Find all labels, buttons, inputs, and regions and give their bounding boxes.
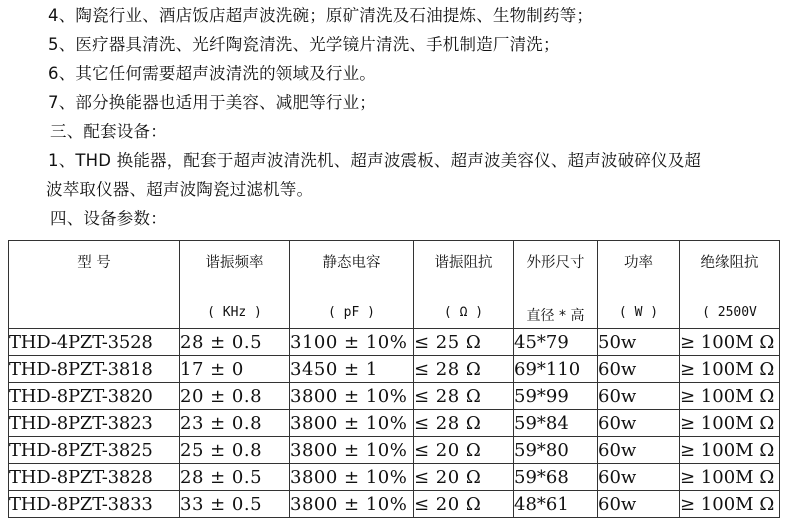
header-unit: ( Ω ): [443, 305, 484, 320]
table-row: [9, 437, 780, 464]
cell-impedance: ≤ 20 Ω: [414, 464, 514, 491]
cell-impedance: ≤ 28 Ω: [414, 356, 514, 383]
table-row: [9, 383, 780, 410]
cell-frequency: 33 ± 0.5: [180, 491, 290, 518]
cell-power: 60w: [598, 437, 680, 464]
cell-insulation: ≥ 100M Ω: [680, 356, 780, 383]
cell-impedance: ≤ 20 Ω: [414, 437, 514, 464]
header-dimensions: [514, 241, 598, 329]
cell-insulation: ≥ 100M Ω: [680, 464, 780, 491]
cell-model: THD-8PZT-3828: [9, 464, 180, 491]
header-unit: ( pF ): [328, 305, 375, 320]
section-heading-parameters: 四、设备参数：: [50, 209, 167, 228]
cell-frequency: 23 ± 0.8: [180, 410, 290, 437]
header-label: 型 号: [77, 255, 111, 271]
header-power: [598, 241, 680, 329]
table-body: [9, 329, 780, 518]
header-unit: ( 2500V: [702, 305, 757, 320]
cell-frequency: 28 ± 0.5: [180, 329, 290, 356]
header-label: 谐振阻抗: [434, 255, 493, 271]
cell-power: 60w: [598, 464, 680, 491]
header-unit: ( W ): [618, 305, 659, 320]
cell-dimensions: 45*79: [514, 329, 598, 356]
cell-capacitance: 3100 ± 10%: [290, 329, 414, 356]
paragraph-application-6: 6、其它任何需要超声波清洗的领域及行业。: [48, 64, 376, 83]
cell-capacitance: 3800 ± 10%: [290, 437, 414, 464]
cell-model: THD-8PZT-3825: [9, 437, 180, 464]
cell-power: 60w: [598, 491, 680, 518]
cell-model: THD-8PZT-3833: [9, 491, 180, 518]
paragraph-application-7: 7、部分换能器也适用于美容、减肥等行业；: [48, 93, 376, 112]
header-insulation: [680, 241, 780, 329]
parameters-table: [8, 240, 780, 518]
cell-frequency: 25 ± 0.8: [180, 437, 290, 464]
header-impedance: [414, 241, 514, 329]
cell-capacitance: 3800 ± 10%: [290, 464, 414, 491]
table-row: [9, 410, 780, 437]
section-heading-equipment: 三、配套设备：: [50, 122, 167, 141]
cell-dimensions: 59*99: [514, 383, 598, 410]
header-label: 静态电容: [322, 255, 381, 271]
cell-capacitance: 3800 ± 10%: [290, 491, 414, 518]
header-frequency: [180, 241, 290, 329]
table-row: [9, 356, 780, 383]
header-label: 绝缘阻抗: [700, 255, 759, 271]
cell-insulation: ≥ 100M Ω: [680, 410, 780, 437]
header-capacitance: [290, 241, 414, 329]
cell-model: THD-8PZT-3818: [9, 356, 180, 383]
cell-capacitance: 3800 ± 10%: [290, 410, 414, 437]
cell-capacitance: 3800 ± 10%: [290, 383, 414, 410]
cell-power: 60w: [598, 356, 680, 383]
cell-dimensions: 59*68: [514, 464, 598, 491]
cell-frequency: 28 ± 0.5: [180, 464, 290, 491]
header-model: [9, 241, 180, 329]
cell-power: 50w: [598, 329, 680, 356]
paragraph-equipment-1-continued: 波萃取仪器、超声波陶瓷过滤机等。: [46, 180, 314, 199]
cell-impedance: ≤ 28 Ω: [414, 383, 514, 410]
header-label: 外形尺寸: [526, 255, 585, 271]
cell-frequency: 20 ± 0.8: [180, 383, 290, 410]
header-unit: 直径 * 高: [526, 308, 585, 324]
table-header-row: [9, 241, 780, 329]
cell-power: 60w: [598, 410, 680, 437]
cell-frequency: 17 ± 0: [180, 356, 290, 383]
cell-insulation: ≥ 100M Ω: [680, 383, 780, 410]
cell-power: 60w: [598, 383, 680, 410]
cell-capacitance: 3450 ± 1: [290, 356, 414, 383]
cell-dimensions: 69*110: [514, 356, 598, 383]
cell-impedance: ≤ 28 Ω: [414, 410, 514, 437]
cell-impedance: ≤ 20 Ω: [414, 491, 514, 518]
cell-dimensions: 59*80: [514, 437, 598, 464]
paragraph-application-4: 4、陶瓷行业、酒店饭店超声波洗碗；原矿清洗及石油提炼、生物制药等；: [48, 6, 594, 25]
cell-impedance: ≤ 25 Ω: [414, 329, 514, 356]
cell-insulation: ≥ 100M Ω: [680, 437, 780, 464]
cell-model: THD-4PZT-3528: [9, 329, 180, 356]
table-row: [9, 329, 780, 356]
header-unit: ( KHz ): [207, 305, 262, 320]
table-row: [9, 491, 780, 518]
paragraph-application-5: 5、医疗器具清洗、光纤陶瓷清洗、光学镜片清洗、手机制造厂清洗；: [48, 35, 560, 54]
cell-insulation: ≥ 100M Ω: [680, 329, 780, 356]
cell-model: THD-8PZT-3820: [9, 383, 180, 410]
cell-dimensions: 59*84: [514, 410, 598, 437]
cell-dimensions: 48*61: [514, 491, 598, 518]
cell-insulation: ≥ 100M Ω: [680, 491, 780, 518]
header-label: 功率: [624, 255, 653, 271]
paragraph-equipment-1: 1、THD 换能器，配套于超声波清洗机、超声波震板、超声波美容仪、超声波破碎仪及超: [48, 151, 702, 170]
header-label: 谐振频率: [205, 255, 264, 271]
cell-model: THD-8PZT-3823: [9, 410, 180, 437]
table-row: [9, 464, 780, 491]
